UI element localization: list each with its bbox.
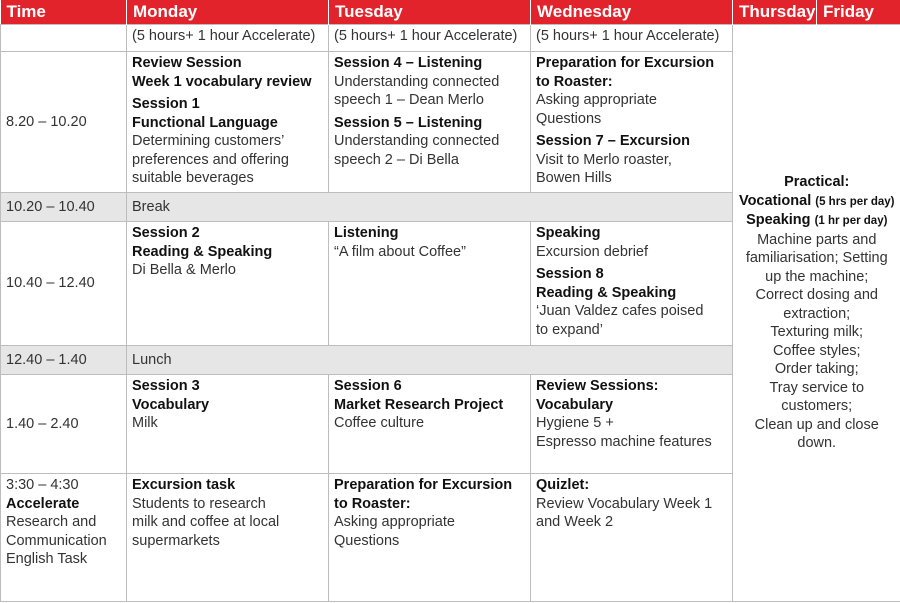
practical-line: customers;: [781, 398, 853, 415]
text: Excursion debrief: [536, 243, 649, 260]
practical-cell: [733, 25, 900, 602]
heading: Reading & Speaking: [132, 243, 273, 260]
text: supermarkets: [132, 532, 220, 549]
wednesday-cell: [531, 474, 733, 602]
time-cell: 12.40 – 1.40: [1, 346, 127, 375]
text: Di Bella & Merlo: [132, 262, 236, 278]
text: ‘Juan Valdez cafes poised: [536, 303, 704, 319]
heading: Review Sessions:: [536, 378, 659, 394]
practical-title: Practical:: [784, 174, 850, 191]
wednesday-cell: [531, 375, 733, 474]
text: milk and coffee at local: [132, 514, 280, 530]
header-wednesday: Wednesday: [531, 0, 733, 25]
time-cell: 10.20 – 10.40: [1, 193, 127, 222]
text: Understanding connected: [334, 73, 500, 90]
heading: Vocabulary: [132, 396, 210, 413]
break-label: Break: [127, 193, 733, 222]
heading: Functional Language: [132, 114, 278, 131]
time-cell: 1.40 – 2.40: [1, 375, 127, 474]
wednesday-cell: [531, 222, 733, 346]
vocational-label: Vocational: [738, 192, 812, 209]
heading: Session 4 – Listening: [334, 55, 483, 71]
practical-line: extraction;: [783, 305, 851, 322]
text: Hygiene 5 +: [536, 415, 614, 431]
header-time: Time: [1, 0, 127, 25]
monday-cell: [127, 222, 329, 346]
hours-wednesday: (5 hours+ 1 hour Accelerate): [531, 25, 733, 52]
heading: Reading & Speaking: [536, 284, 677, 301]
text: Students to research: [132, 495, 266, 512]
vocational-note: (5 hrs per day): [815, 195, 895, 208]
time-cell: 10.40 – 12.40: [1, 222, 127, 346]
wednesday-cell: [531, 52, 733, 193]
text: and Week 2: [536, 514, 614, 530]
heading: Session 8: [536, 266, 604, 282]
text: Asking appropriate: [536, 92, 657, 108]
tuesday-cell: [329, 375, 531, 474]
practical-line: Tray service to: [769, 379, 865, 396]
tuesday-cell: [329, 52, 531, 193]
practical-line: familiarisation; Setting: [745, 250, 888, 267]
text: “A film about Coffee”: [334, 243, 466, 260]
text: Milk: [132, 415, 158, 431]
hours-tuesday: (5 hours+ 1 hour Accelerate): [329, 25, 531, 52]
monday-cell: [127, 375, 329, 474]
text: preferences and offering: [132, 151, 289, 168]
heading: Session 3: [132, 378, 200, 394]
text: Espresso machine features: [536, 433, 712, 450]
heading: Session 5 – Listening: [334, 114, 483, 131]
practical-line: Coffee styles;: [772, 342, 861, 359]
text: Asking appropriate: [334, 514, 455, 530]
hours-row: [1, 25, 900, 52]
heading: Vocabulary: [536, 396, 614, 413]
heading: Quizlet:: [536, 477, 590, 493]
header-friday: Friday: [817, 0, 900, 25]
time-cell: 8.20 – 10.20: [1, 52, 127, 193]
text: Questions: [536, 110, 602, 127]
hours-monday: (5 hours+ 1 hour Accelerate): [127, 25, 329, 52]
lunch-label: Lunch: [127, 346, 733, 375]
text: speech 2 – Di Bella: [334, 151, 459, 168]
text: English Task: [6, 551, 88, 567]
text: Communication: [6, 532, 107, 549]
text: to expand’: [536, 321, 603, 338]
heading: to Roaster:: [536, 73, 613, 90]
practical-line: up the machine;: [765, 268, 869, 285]
text: Review Vocabulary Week 1: [536, 495, 713, 512]
tuesday-cell: [329, 474, 531, 602]
practical-line: Machine parts and: [757, 231, 877, 248]
speaking-note: (1 hr per day): [814, 215, 888, 228]
practical-line: Texturing milk;: [770, 324, 864, 341]
hours-time-cell: [1, 25, 127, 52]
text: speech 1 – Dean Merlo: [334, 92, 484, 108]
text: Determining customers’: [132, 133, 285, 149]
practical-line: Correct dosing and: [755, 287, 878, 304]
text: suitable beverages: [132, 170, 254, 186]
heading: Session 6: [334, 378, 402, 394]
heading: Speaking: [536, 225, 601, 241]
heading: to Roaster:: [334, 495, 411, 512]
heading: Session 2: [132, 225, 200, 241]
monday-cell: [127, 474, 329, 602]
time-text: 3:30 – 4:30: [6, 477, 79, 493]
header-tuesday: Tuesday: [329, 0, 531, 25]
heading: Session 1: [132, 96, 200, 112]
text: Coffee culture: [334, 415, 425, 431]
accelerate-label: Accelerate: [6, 495, 80, 512]
text: Questions: [334, 532, 400, 549]
time-cell: [1, 474, 127, 602]
heading: Week 1 vocabulary review: [132, 73, 312, 90]
text: Visit to Merlo roaster,: [536, 151, 672, 168]
heading: Preparation for Excursion: [334, 477, 513, 493]
practical-vocational: [738, 192, 896, 212]
tuesday-cell: [329, 222, 531, 346]
heading: Listening: [334, 225, 399, 241]
practical-speaking: [738, 211, 896, 231]
practical-line: down.: [797, 435, 837, 452]
practical-line: Clean up and close: [754, 416, 879, 433]
text: Understanding connected: [334, 133, 500, 149]
speaking-label: Speaking: [746, 212, 811, 229]
heading: Preparation for Excursion: [536, 55, 715, 71]
text: Bowen Hills: [536, 170, 612, 186]
heading: Market Research Project: [334, 396, 504, 413]
practical-line: Order taking;: [774, 361, 859, 378]
header-thursday: Thursday: [733, 0, 817, 25]
header-row: [1, 0, 900, 25]
heading: Session 7 – Excursion: [536, 133, 690, 149]
heading: Review Session: [132, 55, 242, 71]
heading: Excursion task: [132, 477, 236, 493]
text: Research and: [6, 514, 97, 530]
header-monday: Monday: [127, 0, 329, 25]
monday-cell: [127, 52, 329, 193]
